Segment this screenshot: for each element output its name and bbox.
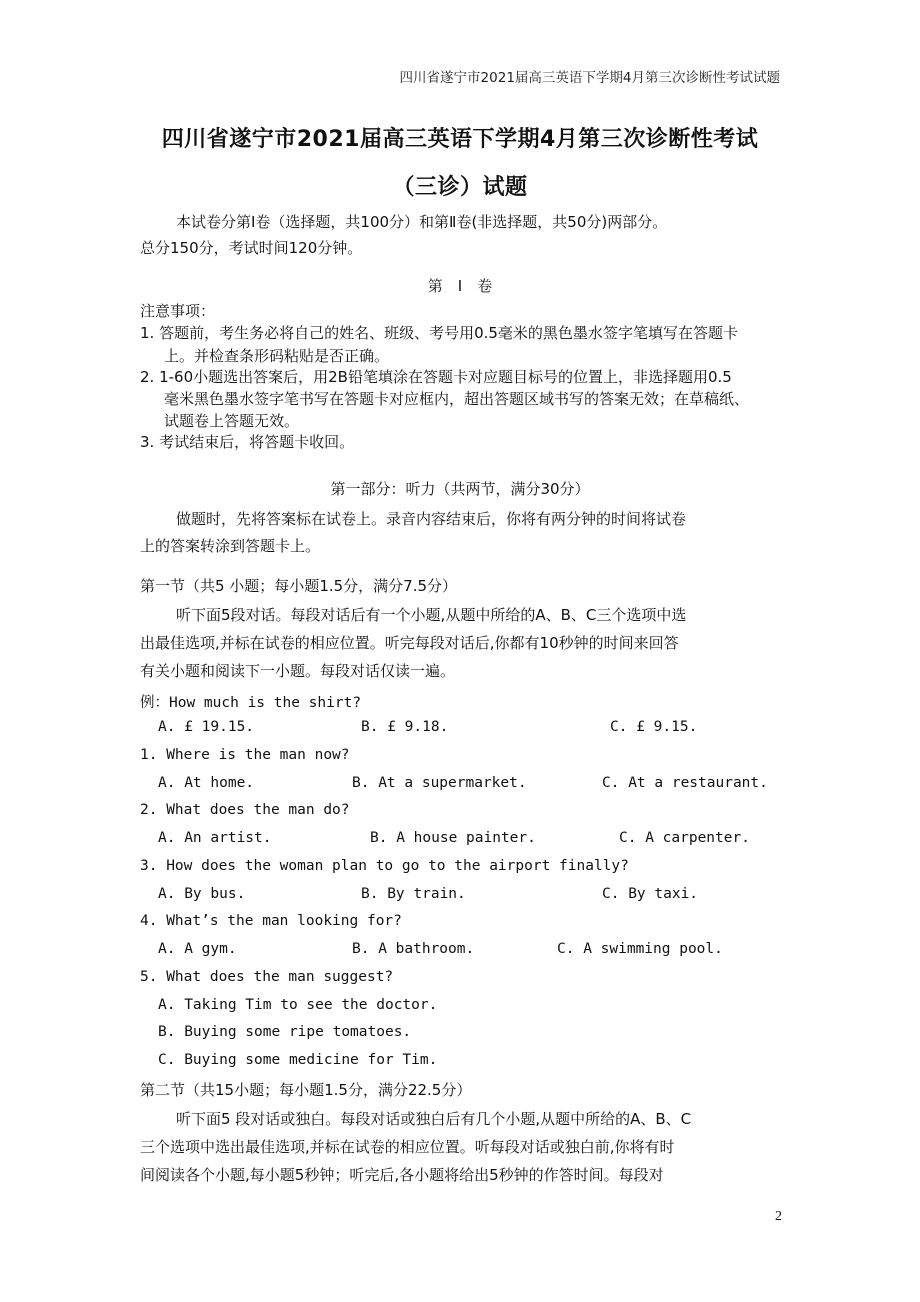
intro-line2: 总分150分，考试时间120分钟。 — [140, 239, 363, 257]
example-question: 例：How much is the shirt? — [140, 695, 362, 711]
document-title-line2: （三诊）试题 — [392, 175, 528, 200]
question-2: 2. What does the man do? — [140, 802, 350, 818]
part1-heading: 第一部分：听力（共两节，满分30分） — [330, 480, 590, 498]
question-5: 5. What does the man suggest? — [140, 969, 394, 985]
section1-instruction-line3: 有关小题和阅读下一小题。每段对话仅读一遍。 — [140, 662, 456, 680]
question-1: 1. Where is the man now? — [140, 747, 350, 763]
document-title-line1: 四川省遂宁市2021届高三英语下学期4月第三次诊断性考试 — [161, 127, 759, 152]
question-1-option-a: A. At home. — [158, 775, 255, 791]
question-1-option-c: C. At a restaurant. — [602, 775, 768, 791]
question-3-option-b: B. By train. — [361, 886, 466, 902]
question-5-option-a: A. Taking Tim to see the doctor. — [158, 997, 438, 1013]
section1-instruction-line2: 出最佳选项,并标在试卷的相应位置。听完每段对话后,你都有10秒钟的时间来回答 — [140, 634, 679, 652]
section2-instruction-line1: 听下面5 段对话或独白。每段对话或独白后有几个小题,从题中所给的A、B、C — [176, 1110, 692, 1128]
section2-instruction-line3: 间阅读各个小题,每小题5秒钟；听完后,各小题将给出5秒钟的作答时间。每段对 — [140, 1166, 664, 1184]
question-3-option-a: A. By bus. — [158, 886, 246, 902]
part1-instruction-line2: 上的答案转涂到答题卡上。 — [140, 537, 321, 555]
notice-item-1-line1: 1. 答题前，考生务必将自己的姓名、班级、考号用0.5毫米的黑色墨水签字笔填写在答题卡 — [140, 324, 738, 342]
section2-instruction-line2: 三个选项中选出最佳选项,并标在试卷的相应位置。听每段对话或独白前,你将有时 — [140, 1138, 675, 1156]
question-2-option-a: A. An artist. — [158, 830, 272, 846]
notice-item-2-line3: 试题卷上答题无效。 — [164, 412, 300, 430]
question-3: 3. How does the woman plan to go to the airport finally? — [140, 858, 629, 874]
part1-instruction-line1: 做题时，先将答案标在试卷上。录音内容结束后，你将有两分钟的时间将试卷 — [176, 510, 687, 528]
question-5-option-b: B. Buying some ripe tomatoes. — [158, 1024, 412, 1040]
example-option-c: C. £ 9.15. — [610, 719, 698, 735]
question-2-option-b: B. A house painter. — [370, 830, 536, 846]
section2-heading: 第二节（共15小题；每小题1.5分，满分22.5分） — [140, 1081, 472, 1099]
notice-item-1-line2: 上。并检查条形码粘贴是否正确。 — [164, 347, 390, 365]
notice-item-2-line1: 2. 1-60小题选出答案后，用2B铅笔填涂在答题卡对应题目标号的位置上，非选择题用0.5 — [140, 368, 732, 386]
intro-line1: 本试卷分第Ⅰ卷（选择题，共100分）和第Ⅱ卷(非选择题，共50分)两部分。 — [176, 213, 668, 231]
running-header: 四川省遂宁市2021届高三英语下学期4月第三次诊断性考试试题 — [399, 70, 780, 86]
question-4: 4. What’s the man looking for? — [140, 913, 402, 929]
notice-item-2-line2: 毫米黑色墨水签字笔书写在答题卡对应框内，超出答题区域书写的答案无效；在草稿纸、 — [164, 390, 750, 408]
question-4-option-a: A. A gym. — [158, 941, 237, 957]
page-number: 2 — [775, 1209, 782, 1224]
question-4-option-b: B. A bathroom. — [352, 941, 475, 957]
question-1-option-b: B. At a supermarket. — [352, 775, 527, 791]
question-3-option-c: C. By taxi. — [602, 886, 699, 902]
notice-heading: 注意事项： — [140, 302, 216, 320]
example-option-a: A. £ 19.15. — [158, 719, 255, 735]
question-4-option-c: C. A swimming pool. — [557, 941, 723, 957]
volume-label: 第 Ⅰ 卷 — [427, 277, 493, 295]
notice-item-3: 3. 考试结束后，将答题卡收回。 — [140, 433, 355, 451]
section1-instruction-line1: 听下面5段对话。每段对话后有一个小题,从题中所给的A、B、C三个选项中选 — [176, 606, 687, 624]
example-option-b: B. £ 9.18. — [361, 719, 449, 735]
section1-heading: 第一节（共5 小题；每小题1.5分，满分7.5分） — [140, 577, 458, 595]
question-5-option-c: C. Buying some medicine for Tim. — [158, 1052, 438, 1068]
question-2-option-c: C. A carpenter. — [619, 830, 750, 846]
